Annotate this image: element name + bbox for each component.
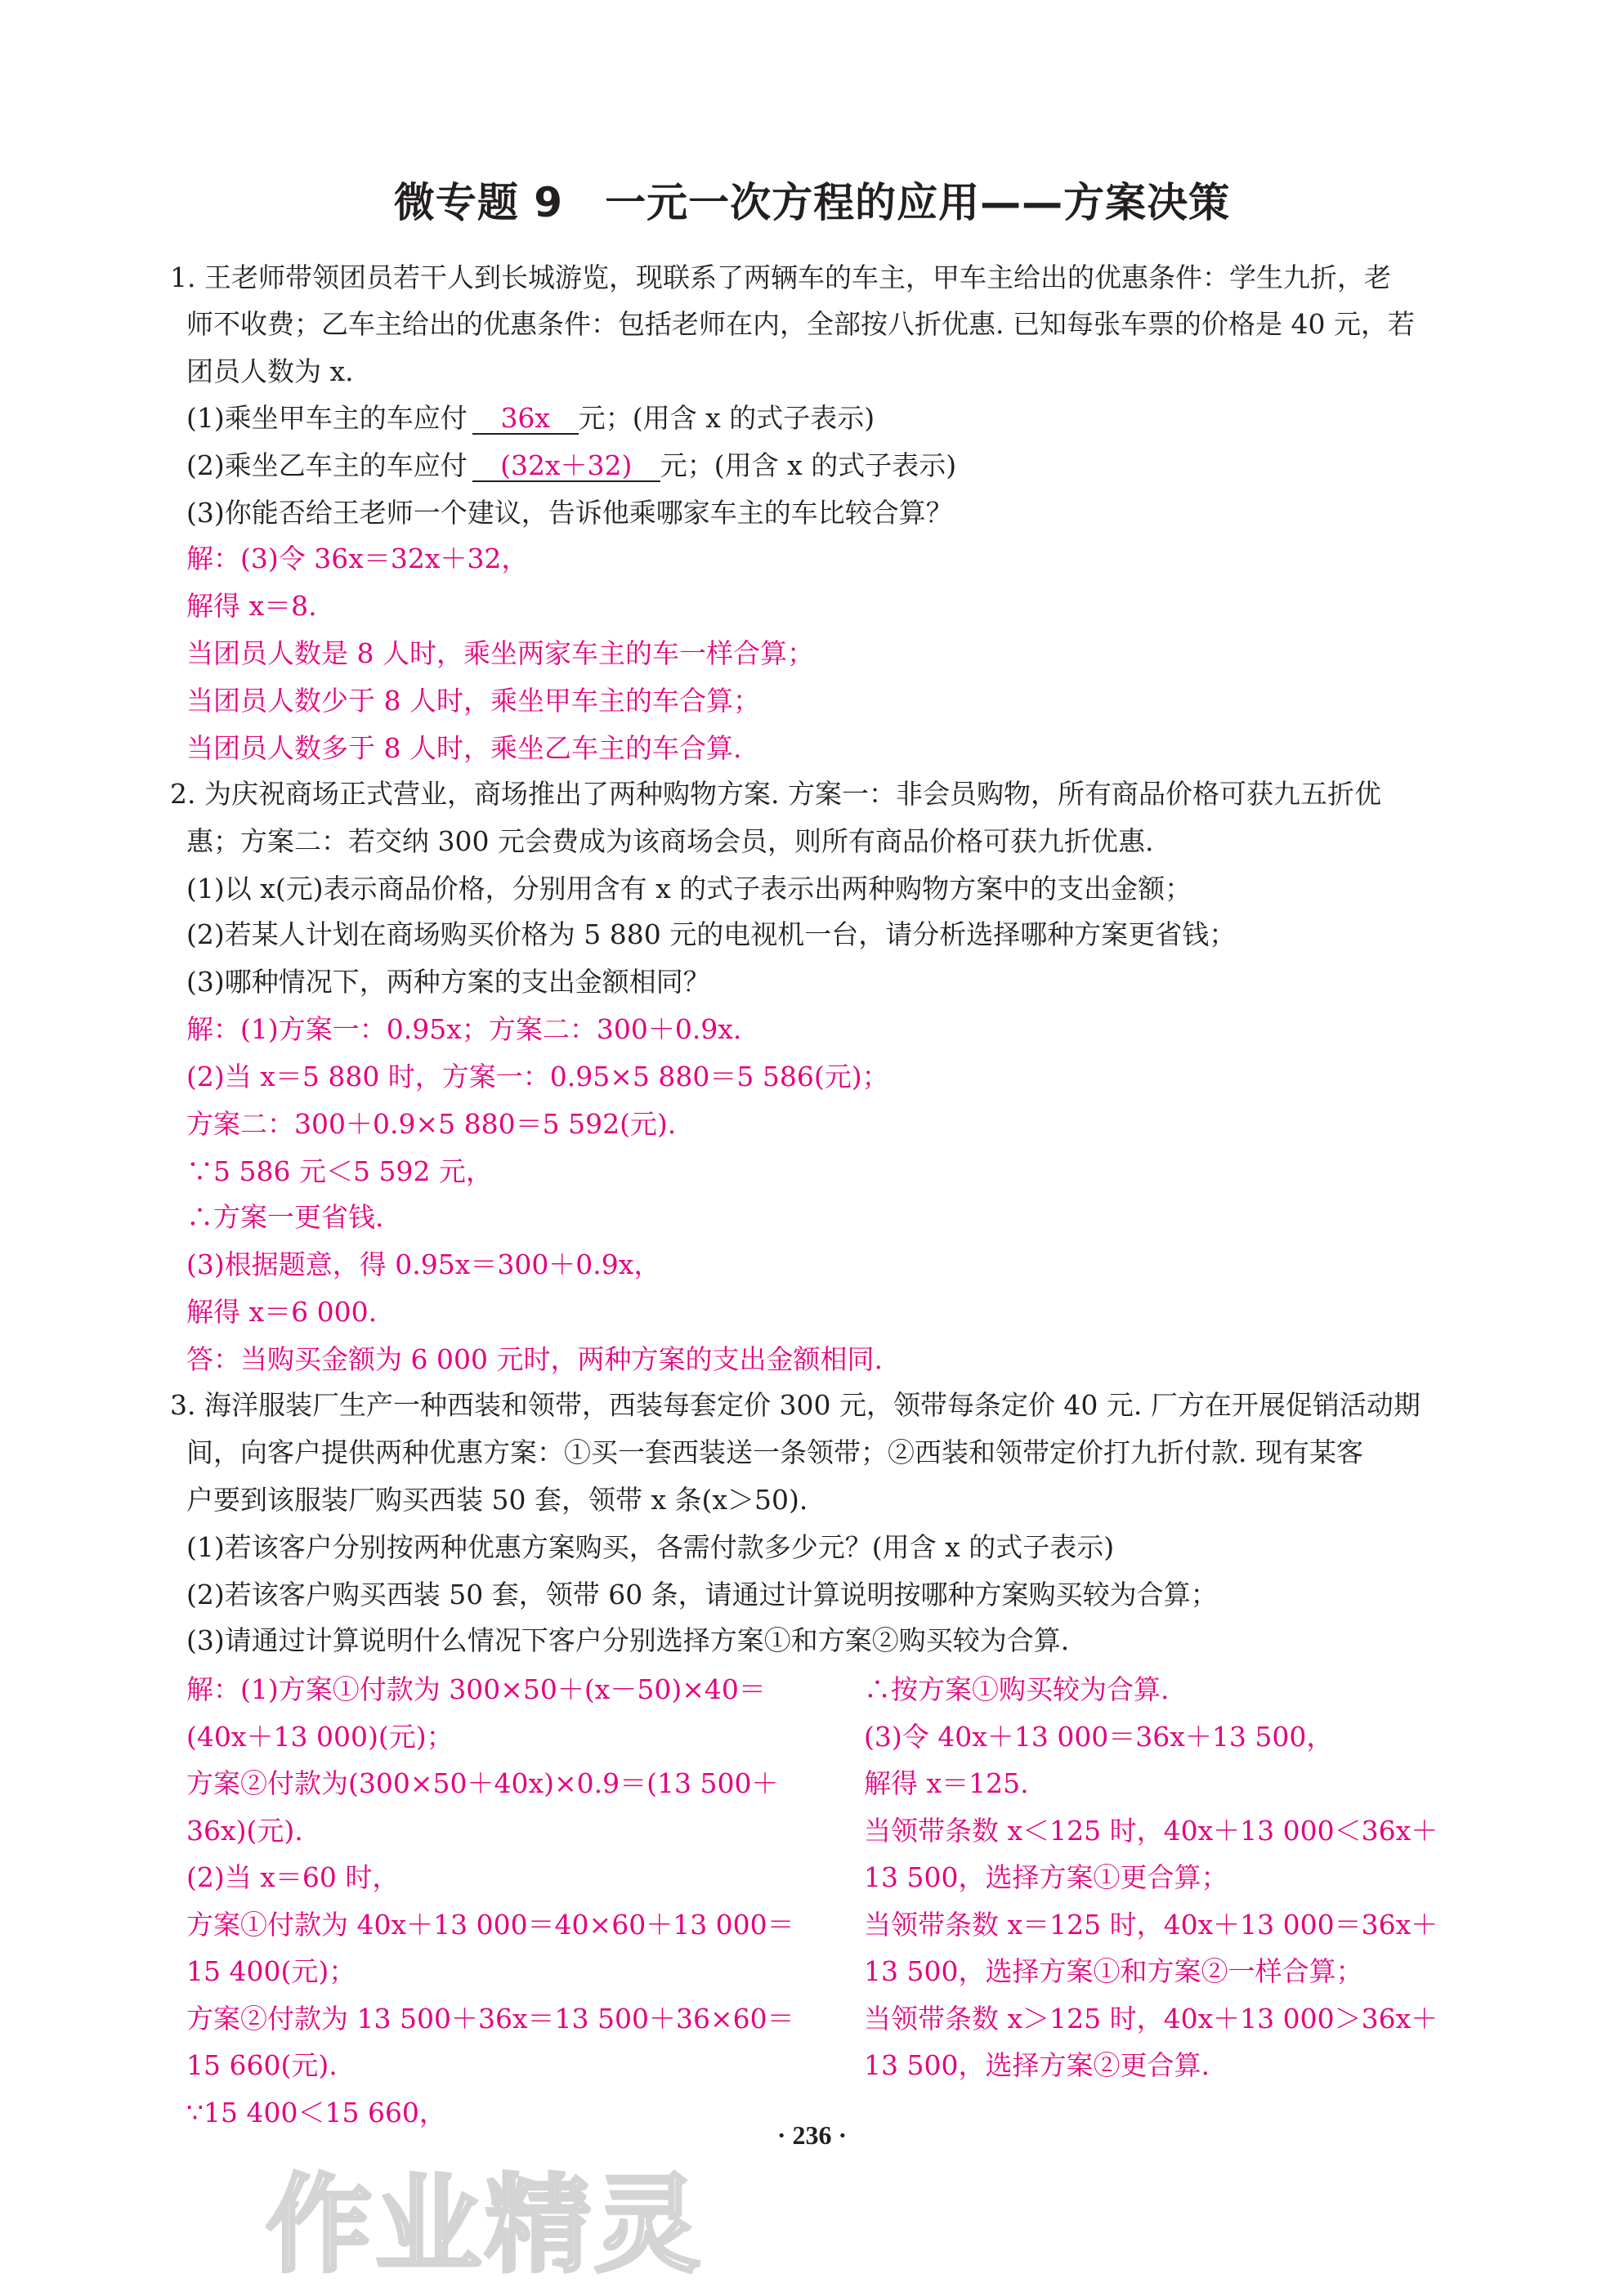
answer-line: 解得 x＝8.	[186, 590, 317, 622]
answer-line: 13 500，选择方案②更合算.	[864, 2049, 1210, 2081]
blank-suffix: 元；(用含 x 的式子表示)	[660, 449, 957, 481]
page-number: · 236 ·	[776, 2120, 848, 2150]
text-line: (1)以 x(元)表示商品价格，分别用含有 x 的式子表示出两种购物方案中的支出金额；	[186, 873, 1192, 905]
page-title: 微专题 9 一元一次方程的应用——方案决策	[393, 179, 1231, 226]
text-line: (1)若该客户分别按两种优惠方案购买，各需付款多少元？(用含 x 的式子表示)	[186, 1531, 1115, 1563]
watermark-logo	[266, 2157, 723, 2288]
text-line: (2)若该客户购买西装 50 套，领带 60 条，请通过计算说明按哪种方案购买较为合算；	[186, 1579, 1218, 1610]
answer-line: ∵5 586 元＜5 592 元，	[186, 1155, 493, 1187]
text-line: 团员人数为 x.	[186, 355, 354, 387]
text-line: (1)乘坐甲车主的车应付 36x 元；(用含 x 的式子表示)	[186, 402, 875, 434]
answer-line: 当领带条数 x＜125 时，40x＋13 000＜36x＋	[864, 1814, 1438, 1847]
answer-line: ∵15 400＜15 660，	[186, 2096, 446, 2128]
answer-line: (3)令 40x＋13 000＝36x＋13 500，	[864, 1720, 1334, 1753]
text-line: 师不收费；乙车主给出的优惠条件：包括老师在内，全部按八折优惠. 已知每张车票的价格是 40 元，若	[186, 308, 1415, 340]
blank-suffix: 元；(用含 x 的式子表示)	[578, 402, 875, 434]
answer-line: 答：当购买金额为 6 000 元时，两种方案的支出金额相同.	[186, 1343, 883, 1375]
answer-line: 方案②付款为 13 500＋36x＝13 500＋36×60＝	[186, 2002, 794, 2035]
answer-blank: (32x＋32)	[472, 451, 660, 482]
answer-line: 36x)(元).	[186, 1814, 303, 1847]
answer-line: 解：(1)方案①付款为 300×50＋(x－50)×40＝	[186, 1673, 766, 1705]
question-line: 3. 海洋服装厂生产一种西装和领带，西装每套定价 300 元，领带每条定价 40 元. 厂方在开展促销活动期	[170, 1389, 1420, 1421]
answer-line: 13 500，选择方案①和方案②一样合算；	[864, 1955, 1363, 1987]
answer-line: (2)当 x＝60 时，	[186, 1861, 400, 1893]
answer-line: (40x＋13 000)(元)；	[186, 1720, 454, 1753]
svg-text:作业精灵: 作业精灵	[266, 2163, 705, 2287]
text-line: (3)你能否给王老师一个建议，告诉他乘哪家车主的车比较合算？	[186, 497, 953, 529]
text-line: (2)乘坐乙车主的车应付 (32x＋32) 元；(用含 x 的式子表示)	[186, 449, 957, 481]
answer-line: 15 660(元).	[186, 2049, 338, 2081]
answer-line: (3)根据题意，得 0.95x＝300＋0.9x，	[186, 1249, 661, 1280]
answer-line: 解：(3)令 36x＝32x＋32，	[186, 543, 529, 574]
answer-line: 13 500，选择方案①更合算；	[864, 1861, 1228, 1893]
answer-line: 当领带条数 x＞125 时，40x＋13 000＞36x＋	[864, 2002, 1438, 2035]
answer-line: 方案二：300＋0.9×5 880＝5 592(元).	[186, 1108, 677, 1140]
answer-line: ∴按方案①购买较为合算.	[864, 1673, 1170, 1705]
question-line: 1. 王老师带领团员若干人到长城游览，现联系了两辆车的车主，甲车主给出的优惠条件：学生九折，老	[170, 261, 1391, 293]
answer-line: 当领带条数 x＝125 时，40x＋13 000＝36x＋	[864, 1908, 1438, 1941]
answer-line: (2)当 x＝5 880 时，方案一：0.95×5 880＝5 586(元)；	[186, 1061, 889, 1092]
answer-line: 15 400(元)；	[186, 1955, 356, 1987]
answer-line: 解得 x＝125.	[864, 1767, 1029, 1799]
answer-line: 解：(1)方案一：0.95x；方案二：300＋0.9x.	[186, 1013, 742, 1045]
answer-blank: 36x	[472, 404, 579, 435]
answer-line: 当团员人数是 8 人时，乘坐两家车主的车一样合算；	[186, 637, 814, 669]
text-line: 户要到该服装厂购买西装 50 套，领带 x 条(x＞50).	[186, 1484, 808, 1516]
answer-line: 当团员人数多于 8 人时，乘坐乙车主的车合算.	[186, 732, 742, 764]
text-line: 间，向客户提供两种优惠方案：①买一套西装送一条领带；②西装和领带定价打九折付款. 现有某客	[186, 1436, 1363, 1468]
text-line: (3)请通过计算说明什么情况下客户分别选择方案①和方案②购买较为合算.	[186, 1624, 1070, 1656]
text-line: (2)若某人计划在商场购买价格为 5 880 元的电视机一台，请分析选择哪种方案更省钱；	[186, 918, 1237, 950]
answer-line: 解得 x＝6 000.	[186, 1296, 378, 1328]
text-line: 惠；方案二：若交纳 300 元会费成为该商场会员，则所有商品价格可获九折优惠.	[186, 825, 1154, 857]
answer-line: 方案①付款为 40x＋13 000＝40×60＋13 000＝	[186, 1908, 794, 1941]
text-line: (3)哪种情况下，两种方案的支出金额相同？	[186, 966, 710, 998]
answer-line: 方案②付款为(300×50＋40x)×0.9＝(13 500＋	[186, 1767, 779, 1799]
question-line: 2. 为庆祝商场正式营业，商场推出了两种购物方案. 方案一：非会员购物，所有商品价格可获九五折优	[170, 778, 1381, 810]
answer-line: 当团员人数少于 8 人时，乘坐甲车主的车合算；	[186, 685, 760, 717]
answer-line: ∴方案一更省钱.	[186, 1201, 384, 1233]
